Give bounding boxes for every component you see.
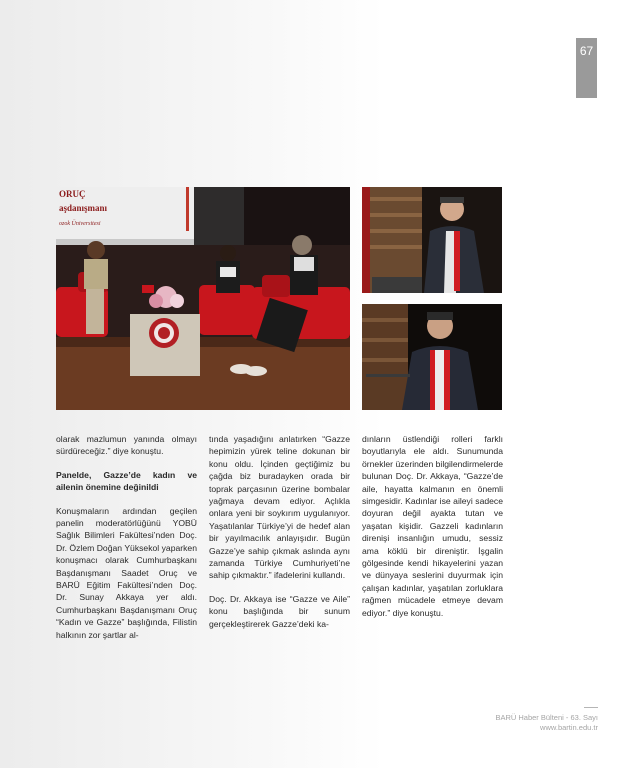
screen-text-3: ozok Üniversitesi — [59, 221, 101, 227]
paragraph: Konuşmaların ardından geçilen panelin moderatörlüğünü YOBÜ Sağlık Bilimleri Fakültesi’nden Doç. Dr. Özlem Doğan Yüksekol yaparken konuşmacı olarak Cumhurbaşkanı Başdanışmanı Saadet Oruç ve BARÜ Eğitim Fakültesi’nden Doç. Dr. Sunay Akkaya yer aldı. Cumhurbaşkanı Başdanışmanı Oruç “Kadın ve Gazze” başlığında, Filistin halkının zor şartlar al- — [56, 505, 197, 640]
panel-photo — [56, 187, 350, 410]
footer-divider — [584, 707, 598, 708]
paragraph: Doç. Dr. Akkaya ise “Gazze ve Aile” konu başlığında bir sunum gerçekleştirerek Gazze’deki ka- — [209, 593, 350, 629]
paragraph: olarak mazlumun yanında olmayı sürdüreceğiz.” diye konuştu. — [56, 434, 197, 457]
text-column-3 — [362, 433, 503, 630]
speaker-photo-top — [362, 187, 502, 293]
text-column-2 — [209, 433, 350, 641]
screen-text-2: aşdanışmanı — [59, 203, 108, 213]
paragraph: dınların üstlendiği rolleri farklı boyutlarıyla ele aldı. Sunumunda örnekler üzerinden bilgilendirmelerde bulunan Doç. Dr. Akkaya, “Gazze’de aile, hayatta kalmanın en önemli simgesidir. Kadınlar ise aileyi sadece doyuran değil ayakta tutan ve yaşatan kişidir. Gazzeli kadınların direnişi insanlığın umudu, sessiz ama köklü bir direniştir. İşgalin gölgesinde kendi hikayelerini yazan ve dünyaya seslerini duyurmak için çalışan kadınlar, yaşatılan zorluklara rağmen mücadele etmeye devam ediyor.” diye konuştu. — [362, 434, 503, 618]
panel-photo-graphic — [56, 187, 350, 410]
publication-name: BARÜ Haber Bülteni - 63. Sayı — [495, 713, 598, 722]
speaker-photo-top-graphic — [362, 187, 502, 293]
section-heading: Panelde, Gazze’de kadın ve ailenin önemine değinildi — [56, 469, 197, 493]
page-number: 67 — [576, 38, 597, 98]
speaker-photo-bottom — [362, 304, 502, 410]
website-link[interactable]: www.bartin.edu.tr — [540, 723, 598, 732]
paragraph: tında yaşadığını anlatırken “Gazze hepimizin yürek teline dokunan bir konu oldu. İçinden geçtiğimiz bu çağda biz buradayken orada bir toprak parçasının üzerine bombalar yağmaya devam ediyor. Açlıkla onlara yeni bir soykırım uygulanıyor. Yaşatılanlar Türkiye’yi de hedef alan bir yayılmacılık anlayışıdır. Bugün Gazze’ye sahip çıkmak aslında aynı zamanda Türkiye Cumhuriyeti’ne sahip çıkmaktır.” ifadelerini kullandı. — [209, 434, 350, 581]
speaker-photo-bottom-graphic — [362, 304, 502, 410]
text-column-1 — [56, 433, 197, 652]
screen-text-1: ORUÇ — [59, 189, 86, 199]
